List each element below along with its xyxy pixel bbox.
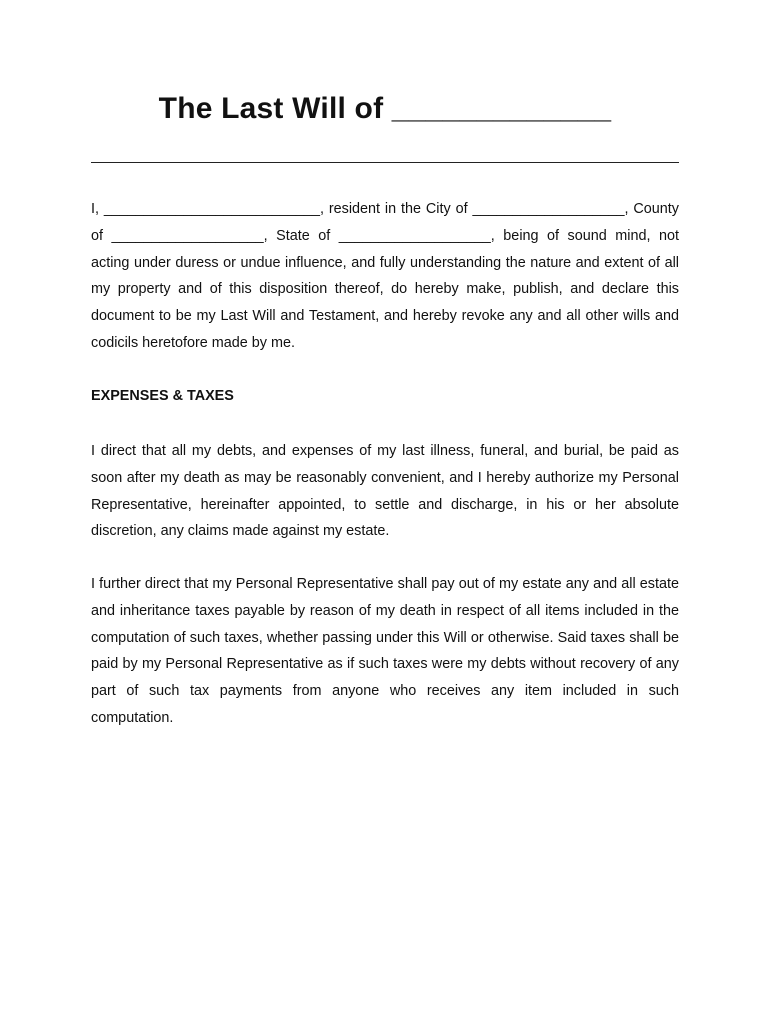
intro-paragraph: I, ___________________________, resident in the City of ___________________, County of ___________________, State of ___________________, being of sound mind, not acting under duress or undue influence, and fully understanding the nature and extent of all my property and of this disposition thereof, do hereby make, publish, and declare this document to be my Last Will and Testament, and hereby revoke any and all other wills and codicils heretofore made by me. (91, 201, 679, 351)
document-title: The Last Will of _____________ (158, 92, 612, 125)
section-heading-expenses-taxes: EXPENSES & TAXES (91, 388, 234, 404)
taxes-paragraph: I further direct that my Personal Representative shall pay out of my estate any and all estate and inheritance taxes payable by reason of my death in respect of all items included in the computation of such taxes, whether passing under this Will or otherwise. Said taxes shall be paid by my Personal Representative as if such taxes were my debts without recovery of any part of such tax payments from anyone who receives any item included in such computation. (91, 576, 679, 726)
expenses-paragraph: I direct that all my debts, and expenses of my last illness, funeral, and burial, be paid as soon after my death as may be reasonably convenient, and I hereby authorize my Personal Representative, hereinafter appointed, to settle and discharge, in his or her absolute discretion, any claims made against my estate. (91, 443, 679, 540)
title-divider (91, 162, 679, 163)
